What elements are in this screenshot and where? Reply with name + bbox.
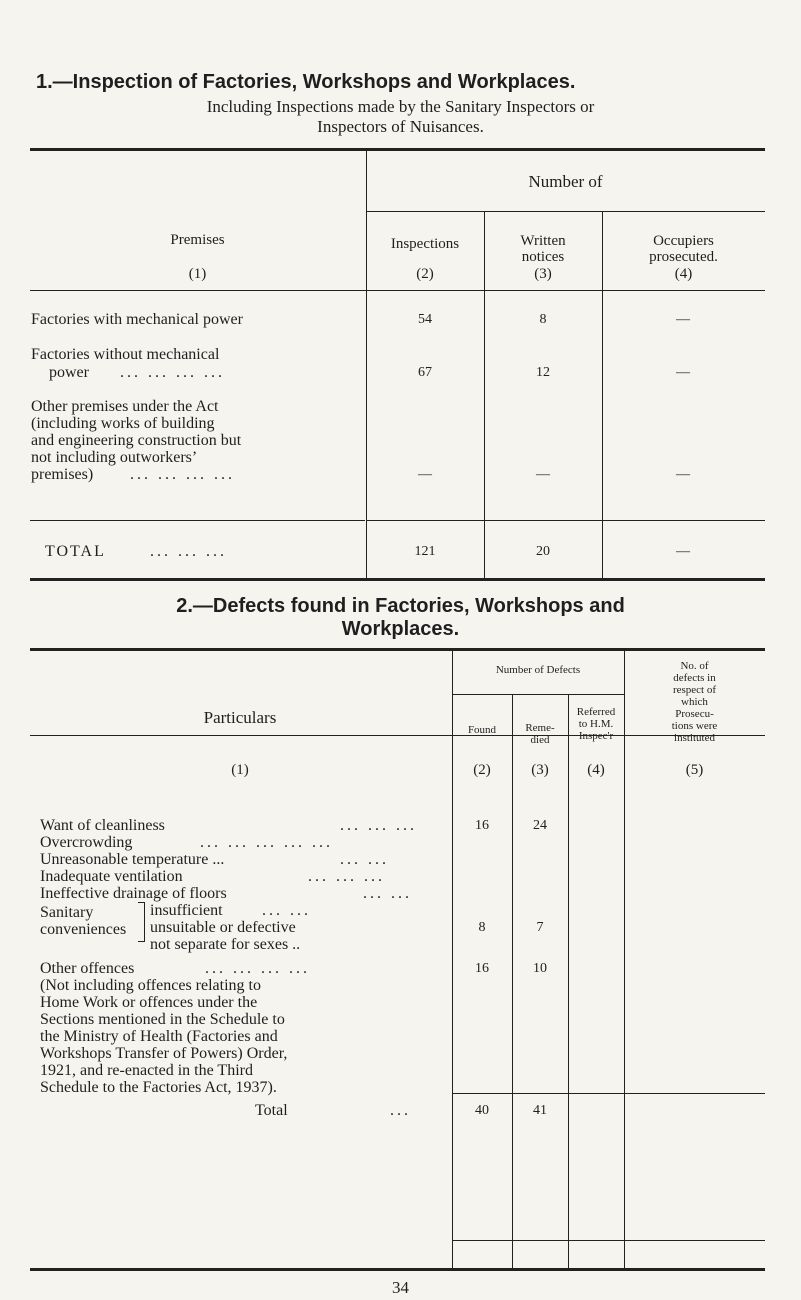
table1-total-inspections: 121 — [414, 544, 436, 559]
table2-referred-header-2: to H.M. — [578, 718, 614, 730]
table2-sanitary-sub-2: unsuitable or defective — [150, 919, 296, 936]
table1-row2-label-2: power — [49, 364, 89, 381]
table2-sanitary-found: 8 — [478, 920, 486, 935]
table2-other-offences: Other offences — [40, 960, 135, 977]
table1-group-header: Number of — [528, 172, 603, 191]
table2-sanitary-label-2: conveniences — [40, 921, 127, 938]
table1-col3-header-1: Written — [520, 233, 566, 249]
table2-leader-5: ... ... — [363, 885, 412, 902]
table1-col4-header-2: prosecuted. — [649, 249, 718, 265]
table2-other-note-7: Schedule to the Factories Act, 1937). — [40, 1079, 277, 1096]
table1-row2-label-1: Factories without mechanical — [31, 346, 220, 363]
table1-row2-notices: 12 — [536, 365, 550, 380]
table2-referred-header-1: Referred — [576, 706, 616, 718]
table1-bottom-rule — [30, 578, 765, 581]
table1-row2-leader: ... ... ... ... — [120, 364, 225, 381]
table2-group-rule — [452, 694, 624, 695]
table2-leader-2: ... ... ... ... ... — [200, 834, 333, 851]
table1-vrule-1 — [366, 150, 367, 581]
table1-header-rule — [30, 290, 765, 291]
table2-remedied-header-2: died — [530, 734, 550, 746]
table2-total-found: 40 — [475, 1103, 489, 1118]
table2-other-note-3: Sections mentioned in the Schedule to — [40, 1011, 285, 1028]
table1-total-prosecuted: — — [676, 544, 690, 559]
table2-vrule-1 — [452, 650, 453, 1270]
table1-row3-inspections: — — [418, 467, 432, 482]
table2-total-remedied: 41 — [533, 1103, 547, 1118]
table2-total-rule — [452, 1240, 765, 1241]
table1-row3-leader: ... ... ... ... — [130, 466, 235, 483]
table2-other-note-1: (Not including offences relating to — [40, 977, 261, 994]
table2-total-leader: ... — [390, 1102, 411, 1119]
table2-leader-4: ... ... ... — [308, 868, 385, 885]
table2-col1-num: (1) — [231, 762, 249, 778]
table1-row1-inspections: 54 — [418, 312, 432, 327]
table2-top-rule — [30, 648, 765, 651]
table2-item-cleanliness: Want of cleanliness — [40, 817, 165, 834]
table1-col2-num: (2) — [416, 266, 434, 282]
table2-item-drainage: Ineffective drainage of floors — [40, 885, 227, 902]
table2-cleanliness-remedied: 24 — [533, 818, 547, 833]
table2-referred-num: (4) — [587, 762, 605, 778]
table2-pros-header-2: defects in — [673, 672, 716, 684]
table2-vrule-2 — [512, 694, 513, 1270]
section2-title-2: Workplaces. — [341, 618, 460, 640]
table2-other-found: 16 — [475, 961, 489, 976]
table2-sanitary-sub-3: not separate for sexes .. — [150, 936, 301, 953]
table2-sanitary-brace — [138, 902, 145, 942]
table2-sanitary-remedied: 7 — [536, 920, 544, 935]
section1-subtitle-1: Including Inspections made by the Sanitary Inspectors or — [206, 97, 595, 116]
table1-col1-num: (1) — [188, 266, 207, 282]
table1-row3-label-5: premises) — [31, 466, 94, 483]
table2-leader-6: ... ... — [262, 902, 311, 919]
table1-col3-num: (3) — [534, 266, 552, 282]
table2-remedied-num: (3) — [531, 762, 549, 778]
table2-other-note-5: Workshops Transfer of Powers) Order, — [40, 1045, 288, 1062]
table1-row3-label-2: (including works of building — [31, 415, 215, 432]
table1-group-rule — [366, 211, 765, 212]
table2-found-num: (2) — [473, 762, 491, 778]
table2-group-header: Number of Defects — [495, 664, 581, 676]
table1-top-rule — [30, 148, 765, 151]
table2-cleanliness-found: 16 — [475, 818, 489, 833]
table1-col3-header-2: notices — [521, 249, 565, 265]
table2-leader-1: ... ... ... — [340, 817, 417, 834]
table2-pros-header-5: Prosecu- — [675, 708, 714, 720]
table1-row3-label-1: Other premises under the Act — [31, 398, 219, 415]
table1-col1-header: Premises — [170, 232, 225, 248]
table1-row3-label-4: not including outworkers’ — [31, 449, 198, 466]
section2-title-1: 2.—Defects found in Factories, Workshops and — [176, 595, 625, 617]
table1-row2-prosecuted: — — [676, 365, 690, 380]
table1-row3-notices: — — [536, 467, 550, 482]
table2-total-label: Total — [255, 1102, 288, 1119]
table2-pros-header-3: respect of — [672, 684, 717, 696]
table2-other-note-6: 1921, and re-enacted in the Third — [40, 1062, 253, 1079]
table1-row2-inspections: 67 — [418, 365, 432, 380]
table2-found-header: Found — [467, 724, 497, 736]
table1-col2-header: Inspections — [390, 236, 460, 252]
table2-sanitary-sub-1: insufficient — [150, 902, 223, 919]
table2-item-overcrowding: Overcrowding — [40, 834, 133, 851]
table1-row1-label: Factories with mechanical power — [31, 311, 243, 328]
table1-total-leader: ... ... ... — [150, 543, 227, 560]
table2-pros-num: (5) — [685, 762, 704, 778]
table2-remedied-header-1: Reme- — [525, 722, 555, 734]
table1-total-label: TOTAL — [45, 543, 106, 560]
page-number: 34 — [392, 1278, 409, 1297]
section1-subtitle-2: Inspectors of Nuisances. — [317, 117, 484, 136]
table2-pros-header-6: tions were — [671, 720, 718, 732]
table2-pros-header-7: instituted — [674, 732, 715, 744]
table2-col1-header: Particulars — [203, 708, 277, 727]
table1-row1-notices: 8 — [539, 312, 547, 327]
table2-pros-header-4: which — [681, 696, 708, 708]
table2-leader-3: ... ... — [340, 851, 389, 868]
table2-bottom-rule — [30, 1268, 765, 1271]
table1-row3-prosecuted: — — [676, 467, 690, 482]
table2-item-ventilation: Inadequate ventilation — [40, 868, 183, 885]
table2-item-temperature: Unreasonable temperature ... — [40, 851, 225, 868]
table2-pros-header-1: No. of — [680, 660, 709, 672]
table1-total-notices: 20 — [536, 544, 550, 559]
table1-col4-num: (4) — [674, 266, 693, 282]
table1-total-rule-2 — [366, 520, 765, 521]
table1-row3-label-3: and engineering construction but — [31, 432, 242, 449]
table2-other-note-4: the Ministry of Health (Factories and — [40, 1028, 278, 1045]
table2-leader-7: ... ... ... ... — [205, 960, 310, 977]
table2-vrule-3 — [568, 694, 569, 1270]
table1-col4-header-1: Occupiers — [653, 233, 714, 249]
table2-referred-header-3: Inspec'r — [578, 730, 614, 742]
table2-other-remedied: 10 — [533, 961, 547, 976]
table2-sanitary-label-1: Sanitary — [40, 904, 94, 921]
table1-total-rule-1 — [30, 520, 365, 521]
table2-other-note-2: Home Work or offences under the — [40, 994, 258, 1011]
section1-title: 1.—Inspection of Factories, Workshops and Workplaces. — [36, 71, 576, 93]
table1-row1-prosecuted: — — [676, 312, 690, 327]
table2-pre-total-rule — [452, 1093, 765, 1094]
